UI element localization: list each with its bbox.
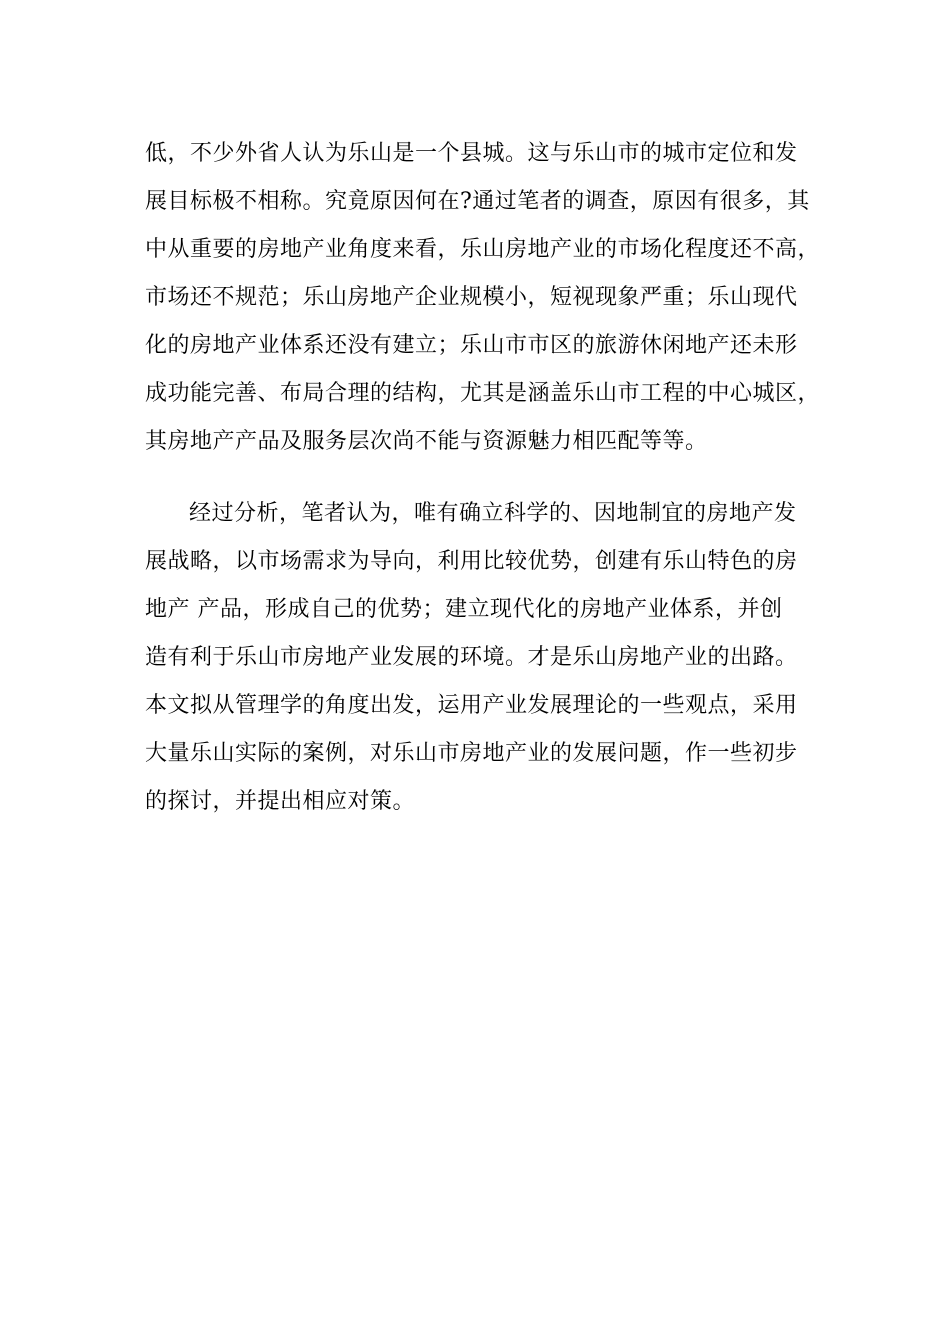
paragraph-line: 中从重要的房地产业角度来看，乐山房地产业的市场化程度还不高， bbox=[145, 237, 821, 262]
paragraph-line: 化的房地产业体系还没有建立；乐山市市区的旅游休闲地产还未形 bbox=[145, 333, 798, 358]
paragraph-line: 展目标极不相称。究竟原因何在?通过笔者的调查，原因有很多，其 bbox=[145, 189, 810, 214]
paragraph-line: 本文拟从管理学的角度出发，运用产业发展理论的一些观点，采用 bbox=[145, 693, 798, 718]
paragraph-2 bbox=[145, 490, 825, 826]
paragraph-line: 低，不少外省人认为乐山是一个县城。这与乐山市的城市定位和发 bbox=[145, 141, 798, 166]
paragraph-line: 经过分析，笔者认为，唯有确立科学的、因地制宜的房地产发 bbox=[189, 501, 797, 526]
paragraph-1 bbox=[145, 130, 825, 466]
paragraph-line: 成功能完善、布局合理的结构，尤其是涵盖乐山市工程的中心城区， bbox=[145, 381, 821, 406]
paragraph-line: 大量乐山实际的案例，对乐山市房地产业的发展问题，作一些初步 bbox=[145, 741, 798, 766]
paragraph-line: 展战略，以市场需求为导向，利用比较优势，创建有乐山特色的房 bbox=[145, 549, 798, 574]
paragraph-line: 其房地产产品及服务层次尚不能与资源魅力相匹配等等。 bbox=[145, 429, 708, 454]
paragraph-line: 造有利于乐山市房地产业发展的环境。才是乐山房地产业的出路。 bbox=[145, 645, 798, 670]
paragraph-line: 的探讨，并提出相应对策。 bbox=[145, 789, 416, 814]
paragraph-line: 市场还不规范；乐山房地产企业规模小，短视现象严重；乐山现代 bbox=[145, 285, 798, 310]
paragraph-line: 地产 产品，形成自己的优势；建立现代化的房地产业体系，并创 bbox=[145, 597, 783, 622]
